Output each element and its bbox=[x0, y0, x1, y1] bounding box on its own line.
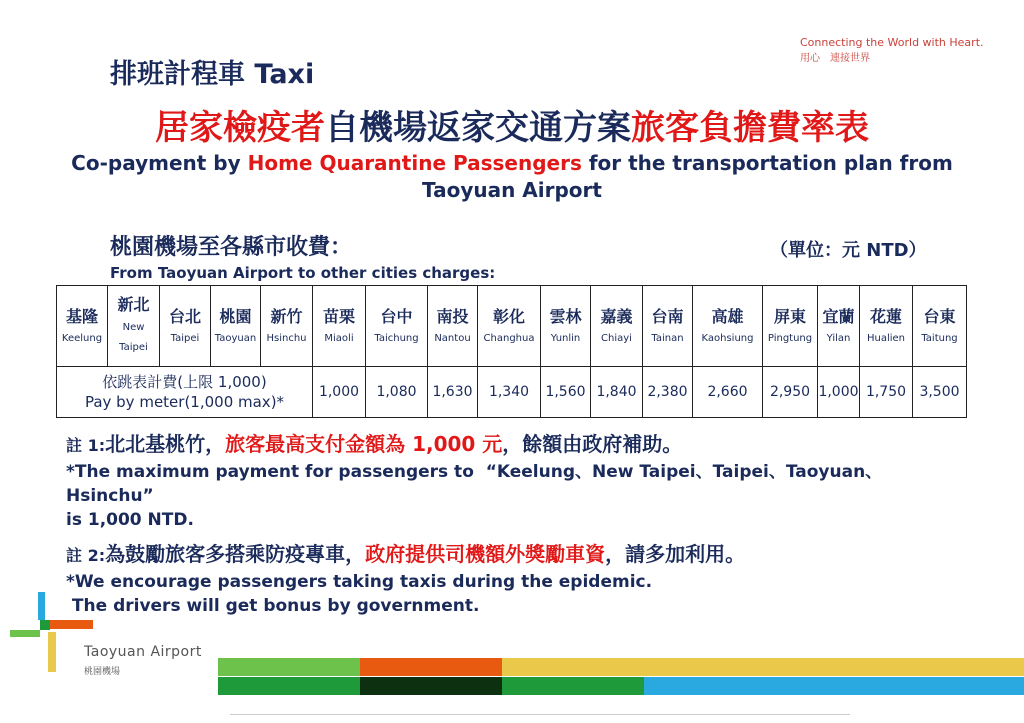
fare-table bbox=[56, 285, 967, 418]
fare-value: 1,000 bbox=[818, 367, 860, 418]
city-cell: 台東 Taitung bbox=[913, 286, 967, 367]
footer-divider bbox=[230, 714, 850, 715]
logo-name-zh: 桃園機場 bbox=[84, 667, 121, 677]
stripe-orange bbox=[360, 658, 502, 676]
fare-value: 2,950 bbox=[763, 367, 818, 418]
stripe-green-mid bbox=[502, 677, 644, 695]
meter-label-cell bbox=[57, 367, 313, 418]
title-part-fare: 旅客負擔費率表 bbox=[631, 108, 869, 148]
stripe-green-dark bbox=[218, 677, 360, 695]
main-title-en bbox=[60, 150, 964, 204]
unit-label: （單位：元 NTD） bbox=[770, 240, 927, 261]
fare-value: 1,560 bbox=[541, 367, 591, 418]
fare-value: 1,000 bbox=[313, 367, 366, 418]
section-title-en: From Taoyuan Airport to other cities charges: bbox=[110, 264, 496, 282]
note-1-en bbox=[66, 460, 966, 532]
fare-value: 1,080 bbox=[366, 367, 428, 418]
city-cell: 台北 Taipei bbox=[160, 286, 211, 367]
fare-value: 1,840 bbox=[591, 367, 643, 418]
title-part-plan: 自機場返家交通方案 bbox=[325, 108, 631, 148]
city-cell: 桃園 Taoyuan bbox=[211, 286, 261, 367]
fare-value: 1,340 bbox=[478, 367, 541, 418]
fare-value: 1,630 bbox=[428, 367, 478, 418]
city-cell: 嘉義 Chiayi bbox=[591, 286, 643, 367]
city-cell: 彰化 Changhua bbox=[478, 286, 541, 367]
table-header-row bbox=[57, 286, 967, 367]
fare-value: 2,380 bbox=[643, 367, 693, 418]
city-cell: 新北 New Taipei bbox=[108, 286, 160, 367]
brand-tagline bbox=[800, 35, 984, 67]
airport-logo-icon bbox=[10, 592, 100, 672]
title-en-part2: Home Quarantine Passengers bbox=[247, 151, 582, 175]
note-1-part1: 北北基桃竹， bbox=[105, 432, 226, 456]
tagline-zh: 用心 連接世界 bbox=[800, 53, 870, 64]
note-2-part3: ，請多加利用。 bbox=[605, 542, 746, 566]
note-2-part2: 政府提供司機額外獎勵車資 bbox=[365, 542, 606, 566]
tagline-en: Connecting the World with Heart. bbox=[800, 36, 984, 49]
city-cell: 屏東 Pingtung bbox=[763, 286, 818, 367]
note-1-part3: ，餘額由政府補助。 bbox=[502, 432, 683, 456]
note-2 bbox=[66, 538, 745, 567]
note-2-en-line2: The drivers will get bonus by government. bbox=[66, 596, 480, 616]
stripe-dark bbox=[360, 677, 502, 695]
city-cell: 高雄 Kaohsiung bbox=[693, 286, 763, 367]
note-1 bbox=[66, 428, 682, 457]
stripe-yellow bbox=[502, 658, 1024, 676]
city-cell: 基隆 Keelung bbox=[57, 286, 108, 367]
meter-label-en: Pay by meter(1,000 max)* bbox=[84, 393, 285, 411]
title-en-part4: Taoyuan Airport bbox=[422, 178, 602, 202]
note-2-part1: 為鼓勵旅客多搭乘防疫專車， bbox=[105, 542, 366, 566]
city-cell: 雲林 Yunlin bbox=[541, 286, 591, 367]
city-cell: 南投 Nantou bbox=[428, 286, 478, 367]
note-1-en-line2: is 1,000 NTD. bbox=[66, 510, 194, 530]
city-cell: 台南 Tainan bbox=[643, 286, 693, 367]
table-values-row bbox=[57, 367, 967, 418]
fare-value: 3,500 bbox=[913, 367, 967, 418]
stripe-green-light bbox=[218, 658, 360, 676]
city-cell: 宜蘭 Yilan bbox=[818, 286, 860, 367]
meter-label-zh: 依跳表計費(上限 1,000) bbox=[102, 373, 267, 391]
city-cell: 苗栗 Miaoli bbox=[313, 286, 366, 367]
title-en-part1: Co-payment by bbox=[71, 151, 248, 175]
note-2-label: 註 2: bbox=[66, 546, 106, 565]
city-cell: 台中 Taichung bbox=[366, 286, 428, 367]
title-part-quarantine: 居家檢疫者 bbox=[155, 108, 325, 148]
city-cell: 花蓮 Hualien bbox=[860, 286, 913, 367]
note-2-en-line1: *We encourage passengers taking taxis during the epidemic. bbox=[66, 572, 653, 592]
logo-name-en: Taoyuan Airport bbox=[84, 644, 202, 660]
note-2-en bbox=[66, 570, 652, 618]
note-1-part2: 旅客最高支付金額為 1,000 元 bbox=[225, 432, 503, 456]
section-title-zh: 桃園機場至各縣市收費： bbox=[110, 235, 353, 260]
fare-value: 2,660 bbox=[693, 367, 763, 418]
fare-value: 1,750 bbox=[860, 367, 913, 418]
note-1-en-line1: *The maximum payment for passengers to “Keelung、New Taipei、Taipei、Taoyuan、Hsinchu” bbox=[66, 462, 883, 506]
note-1-label: 註 1: bbox=[66, 436, 106, 455]
main-title-zh bbox=[0, 100, 1024, 149]
title-en-part3: for the transportation plan from bbox=[581, 151, 953, 175]
city-cell: 新竹 Hsinchu bbox=[261, 286, 313, 367]
stripe-blue bbox=[644, 677, 1024, 695]
page-title-taxi: 排班計程車 Taxi bbox=[110, 59, 315, 90]
